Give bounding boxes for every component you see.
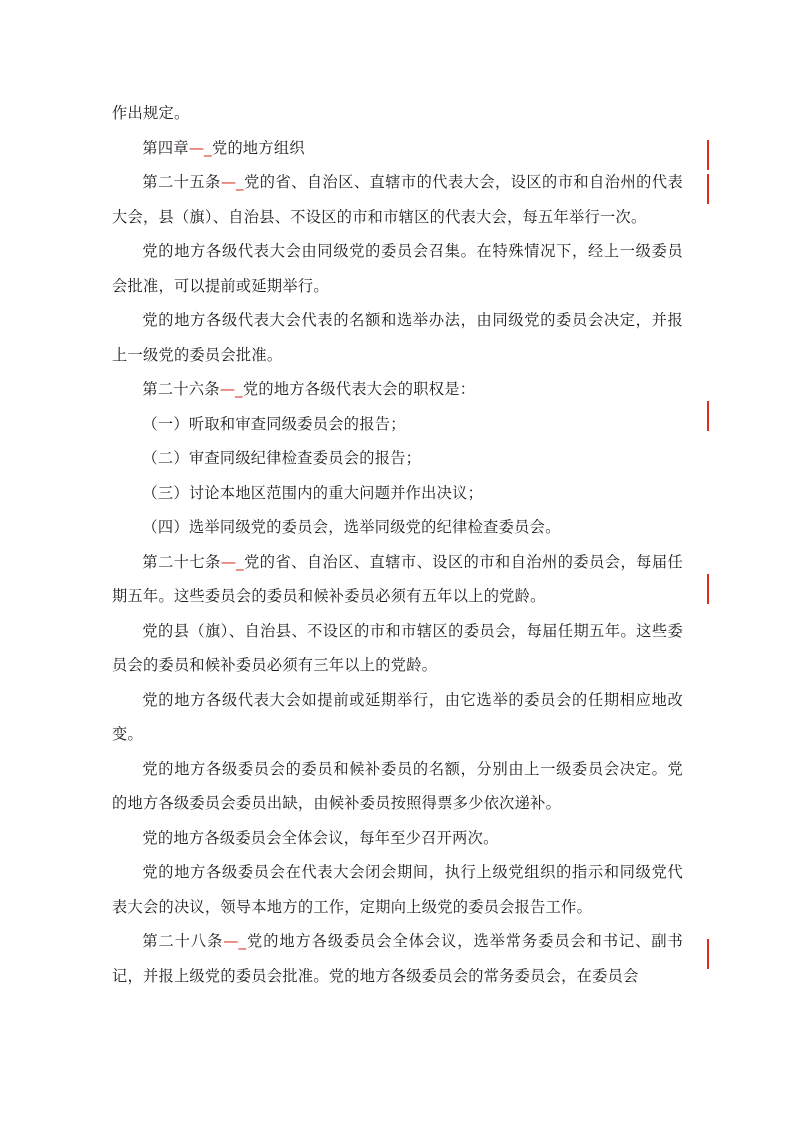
separator-mark: —_ — [188, 138, 212, 157]
revision-bar — [707, 401, 709, 431]
list-item — [112, 476, 683, 511]
list-item — [112, 441, 683, 476]
paragraph-text: （一）听取和审查同级委员会的报告； — [142, 414, 406, 433]
paragraph-chapter-heading — [112, 131, 683, 166]
paragraph — [112, 96, 683, 131]
paragraph-text: 党的地方各级委员会在代表大会闭会期间，执行上级党组织的指示和同级党代表大会的决议，领导本地方的工作，定期向上级党的委员会报告工作。 — [112, 863, 683, 916]
article-label: 第二十六条 — [142, 380, 220, 398]
paragraph-text: 党的地方各级委员会全体会议，每年至少召开两次。 — [142, 828, 499, 847]
paragraph-text: （二）审查同级纪律检查委员会的报告； — [142, 449, 422, 467]
paragraph-text: （三）讨论本地区范围内的重大问题并作出决议； — [142, 483, 484, 502]
paragraph — [112, 821, 683, 856]
paragraph-article-27 — [112, 545, 683, 614]
list-item — [112, 407, 683, 442]
paragraph-text: 党的地方组织 — [211, 138, 305, 157]
separator-mark: —_ — [219, 380, 243, 398]
article-label: 第二十五条 — [142, 173, 221, 191]
revision-bar — [707, 174, 709, 204]
paragraph-text: 党的县（旗）、自治县、不设区的市和市辖区的委员会，每届任期五年。这些委员会的委员和候补委员必须有三年以上的党龄。 — [112, 621, 683, 674]
paragraph — [112, 614, 683, 683]
paragraph-text: 作出规定。 — [112, 104, 190, 122]
paragraph-text: 党的地方各级代表大会由同级党的委员会召集。在特殊情况下，经上一级委员会批准，可以提前或延期举行。 — [112, 242, 683, 295]
paragraph-article-25 — [112, 165, 683, 234]
list-item — [112, 510, 683, 545]
paragraph-text: 党的地方各级委员会的委员和候补委员的名额，分别由上一级委员会决定。党的地方各级委员会委员出缺，由候补委员按照得票多少依次递补。 — [112, 759, 683, 812]
paragraph-text: 党的省、自治区、直辖市、设区的市和自治州的委员会，每届任期五年。这些委员会的委员和候补委员必须有五年以上的党龄。 — [112, 552, 684, 605]
paragraph-text: 党的地方各级代表大会代表的名额和选举办法，由同级党的委员会决定，并报上一级党的委员会批准。 — [112, 311, 683, 364]
paragraph-text: 党的省、自治区、直辖市的代表大会，设区的市和自治州的代表大会，县（旗）、自治县、不设区的市和市辖区的代表大会，每五年举行一次。 — [112, 173, 684, 226]
chapter-label: 第四章 — [142, 138, 189, 157]
paragraph-text: 党的地方各级代表大会的职权是： — [242, 380, 476, 398]
article-label: 第二十七条 — [142, 552, 221, 571]
article-label: 第二十八条 — [142, 932, 224, 950]
paragraph-article-26 — [112, 372, 683, 407]
paragraph — [112, 683, 683, 752]
paragraph — [112, 855, 683, 924]
paragraph-text: 党的地方各级委员会全体会议，选举常务委员会和书记、副书记，并报上级党的委员会批准。党的地方各级委员会的常务委员会，在委员会 — [112, 932, 684, 985]
paragraph — [112, 752, 683, 821]
revision-bar — [707, 140, 709, 170]
paragraph — [112, 303, 683, 372]
separator-mark: —_ — [223, 932, 247, 950]
revision-bar — [707, 939, 709, 969]
document-body — [112, 96, 683, 993]
paragraph-article-28 — [112, 924, 683, 993]
paragraph-text: 党的地方各级代表大会如提前或延期举行，由它选举的委员会的任期相应地改变。 — [112, 690, 683, 743]
separator-mark: —_ — [220, 552, 244, 571]
paragraph — [112, 234, 683, 303]
paragraph-text: （四）选举同级党的委员会，选举同级党的纪律检查委员会。 — [142, 518, 561, 536]
revision-bar — [707, 574, 709, 604]
separator-mark: —_ — [220, 173, 244, 191]
